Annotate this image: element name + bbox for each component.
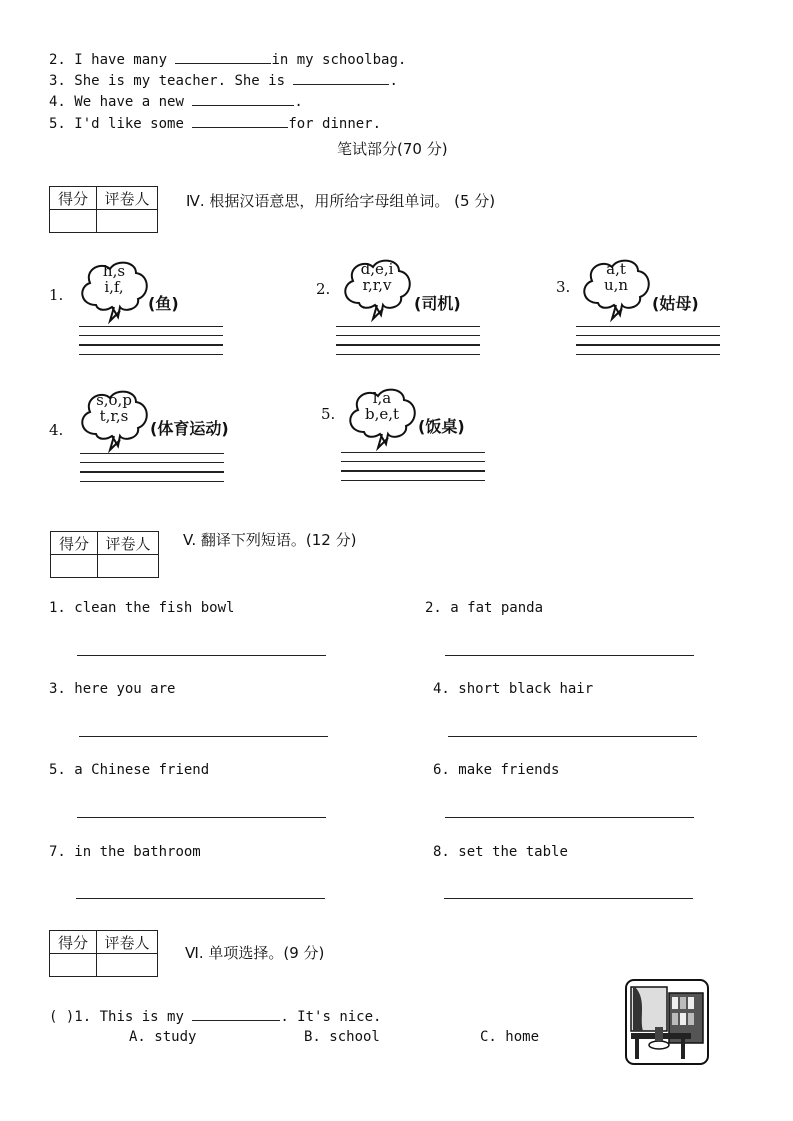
- option-c[interactable]: C. home: [480, 1029, 540, 1045]
- answer-blank[interactable]: [175, 51, 271, 64]
- grader-label: 评卷人: [97, 187, 158, 210]
- phrase-item: 2. a fat panda: [425, 600, 544, 616]
- answer-blank[interactable]: [192, 1008, 280, 1021]
- phrase-item: 4. short black hair: [433, 681, 594, 697]
- score-label: 得分: [50, 931, 97, 954]
- score-cell[interactable]: [51, 555, 98, 578]
- sentence-2: 2. I have many in my schoolbag.: [49, 52, 407, 68]
- study-room-picture-icon: [625, 979, 709, 1065]
- sentence-4: 4. We have a new .: [49, 94, 303, 110]
- written-part-heading: 笔试部分(70 分): [337, 140, 448, 158]
- question-1: ( )1. This is my . It's nice.: [49, 1009, 382, 1025]
- meaning-label: (司机): [414, 294, 461, 313]
- answer-paren[interactable]: ( ): [49, 1009, 75, 1025]
- phrase-item: 1. clean the fish bowl: [49, 600, 235, 616]
- item-number: 5.: [321, 405, 336, 423]
- item-number: 4.: [49, 421, 64, 439]
- item-number: 1.: [49, 286, 64, 304]
- writing-lines[interactable]: [79, 326, 223, 363]
- grader-label: 评卷人: [97, 931, 158, 954]
- answer-line[interactable]: [77, 655, 326, 656]
- sentence-5: 5. I'd like some for dinner.: [49, 116, 382, 132]
- score-label: 得分: [51, 532, 98, 555]
- answer-line[interactable]: [445, 817, 694, 818]
- item-number: 3.: [556, 278, 571, 296]
- letter-cloud-icon: l,a b,e,t: [344, 382, 420, 454]
- meaning-label: (鱼): [148, 294, 179, 313]
- answer-line[interactable]: [76, 898, 325, 899]
- grader-label: 评卷人: [98, 532, 159, 555]
- sentence-3: 3. She is my teacher. She is .: [49, 73, 398, 89]
- answer-line[interactable]: [444, 898, 693, 899]
- meaning-label: (饭桌): [418, 417, 465, 436]
- answer-line[interactable]: [77, 817, 326, 818]
- score-table: [49, 186, 158, 233]
- answer-blank[interactable]: [192, 93, 294, 106]
- letter-cloud-icon: h,s i,f,: [76, 255, 152, 327]
- score-table: [50, 531, 159, 578]
- answer-blank[interactable]: [293, 72, 389, 85]
- section4-title: Ⅳ. 根据汉语意思，用所给字母组单词。 (5 分): [186, 192, 496, 210]
- section6-title: Ⅵ. 单项选择。(9 分): [185, 944, 325, 962]
- score-cell[interactable]: [50, 210, 97, 233]
- letter-cloud-icon: s,o,p t,r,s: [76, 384, 152, 456]
- letter-cloud-icon: d,e,i r,r,v: [339, 253, 415, 325]
- meaning-label: (体育运动): [150, 419, 229, 438]
- score-cell[interactable]: [50, 954, 97, 977]
- item-number: 2.: [316, 280, 331, 298]
- answer-line[interactable]: [445, 655, 694, 656]
- option-b[interactable]: B. school: [304, 1029, 380, 1045]
- grader-cell[interactable]: [98, 555, 159, 578]
- answer-line[interactable]: [448, 736, 697, 737]
- phrase-item: 3. here you are: [49, 681, 176, 697]
- grader-cell[interactable]: [97, 954, 158, 977]
- writing-lines[interactable]: [80, 453, 224, 490]
- grader-cell[interactable]: [97, 210, 158, 233]
- writing-lines[interactable]: [341, 452, 485, 489]
- score-label: 得分: [50, 187, 97, 210]
- score-table: [49, 930, 158, 977]
- option-a[interactable]: A. study: [129, 1029, 197, 1045]
- phrase-item: 7. in the bathroom: [49, 844, 201, 860]
- letter-cloud-icon: a,t u,n: [578, 253, 654, 325]
- phrase-item: 8. set the table: [433, 844, 568, 860]
- answer-line[interactable]: [79, 736, 328, 737]
- phrase-item: 5. a Chinese friend: [49, 762, 210, 778]
- writing-lines[interactable]: [336, 326, 480, 363]
- phrase-item: 6. make friends: [433, 762, 560, 778]
- section5-title: V. 翻译下列短语。(12 分): [183, 531, 357, 549]
- answer-blank[interactable]: [192, 115, 288, 128]
- writing-lines[interactable]: [576, 326, 720, 363]
- meaning-label: (姑母): [652, 294, 699, 313]
